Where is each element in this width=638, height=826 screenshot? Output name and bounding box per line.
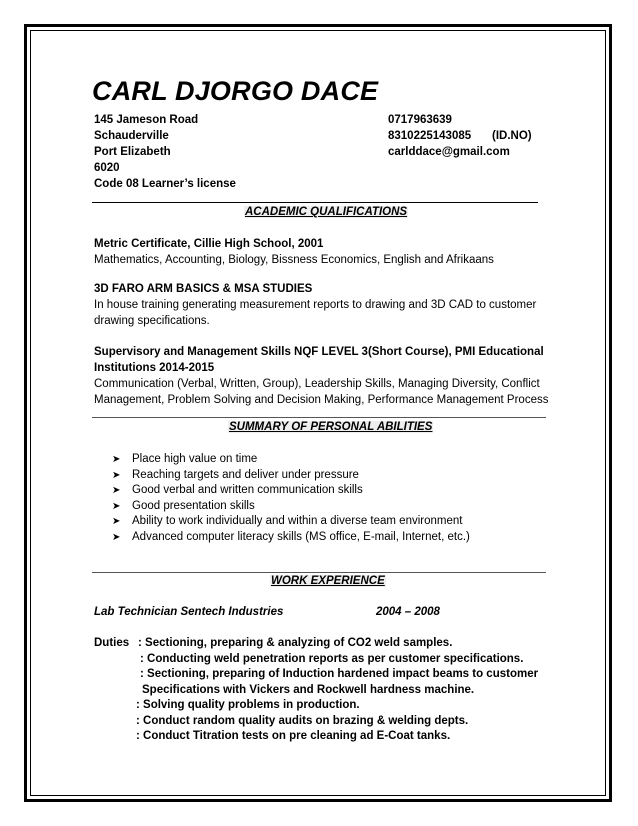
duty-item: : Solving quality problems in production. — [136, 699, 360, 711]
candidate-name: CARL DJORGO DACE — [92, 76, 379, 106]
address-postal-code: 6020 — [94, 162, 120, 174]
list-item: ➤ Place high value on time — [112, 452, 470, 468]
academic-item-title: Institutions 2014-2015 — [94, 362, 215, 374]
list-item: ➤ Ability to work individually and within a diverse team environment — [112, 514, 470, 530]
list-item: ➤ Good presentation skills — [112, 499, 470, 515]
arrow-bullet-icon: ➤ — [112, 485, 121, 496]
phone-number: 0717963639 — [388, 114, 452, 126]
address-city: Port Elizabeth — [94, 146, 171, 158]
academic-item-title: Supervisory and Management Skills NQF LEVEL 3(Short Course), PMI Educational — [94, 346, 544, 358]
list-item: ➤ Advanced computer literacy skills (MS office, E-mail, Internet, etc.) — [112, 530, 470, 546]
address-street: 145 Jameson Road — [94, 114, 199, 126]
academic-item-3 — [94, 344, 548, 408]
arrow-bullet-icon: ➤ — [112, 516, 121, 527]
academic-item-desc: drawing specifications. — [94, 315, 210, 327]
list-item: ➤ Good verbal and written communication skills — [112, 483, 470, 499]
academic-heading: ACADEMIC QUALIFICATIONS — [245, 206, 408, 218]
academic-item-title: 3D FARO ARM BASICS & MSA STUDIES — [94, 283, 313, 295]
contact-block — [388, 112, 532, 160]
duty-item: : Sectioning, preparing & analyzing of CO2 weld samples. — [138, 637, 453, 649]
duty-item: : Conduct random quality audits on brazing & welding depts. — [136, 714, 469, 727]
address-block — [94, 112, 236, 192]
address-suburb: Schauderville — [94, 130, 169, 142]
duty-item: : Conducting weld penetration reports as per customer specifications. — [140, 652, 524, 665]
arrow-bullet-icon: ➤ — [112, 469, 121, 481]
academic-item-1 — [94, 236, 494, 268]
academic-item-desc: In house training generating measurement reports to drawing and 3D CAD to customer — [94, 299, 537, 311]
duties-block — [94, 636, 538, 745]
abilities-heading: SUMMARY OF PERSONAL ABILITIES — [229, 421, 433, 433]
list-item: ➤ Reaching targets and deliver under pressure — [112, 468, 470, 484]
email-address: carlddace@gmail.com — [388, 146, 510, 158]
work-heading: WORK EXPERIENCE — [271, 575, 385, 587]
academic-item-2 — [94, 281, 536, 329]
academic-divider — [92, 417, 546, 418]
abilities-divider — [92, 572, 546, 573]
arrow-bullet-icon: ➤ — [112, 531, 121, 543]
job-title: Lab Technician Sentech Industries — [94, 606, 284, 618]
header-divider — [92, 202, 538, 203]
job-period: 2004 – 2008 — [376, 606, 440, 618]
academic-item-title: Metric Certificate, Cillie High School, 2001 — [94, 238, 324, 250]
id-number: 8310225143085 — [388, 130, 472, 142]
academic-item-desc: Management, Problem Solving and Decision Making, Performance Management Process — [94, 394, 549, 406]
license-info: Code 08 Learner’s license — [94, 178, 236, 190]
academic-item-desc: Mathematics, Accounting, Biology, Bissness Economics, English and Afrikaans — [94, 254, 494, 266]
duty-item: : Conduct Titration tests on pre cleaning ad E-Coat tanks. — [136, 730, 451, 742]
duties-label: Duties — [94, 637, 130, 649]
duty-item: : Sectioning, preparing of Induction hardened impact beams to customer — [140, 668, 539, 680]
duty-item: Specifications with Vickers and Rockwell hardness machine. — [142, 683, 475, 696]
abilities-list — [112, 452, 470, 545]
id-label: (ID.NO) — [492, 130, 532, 142]
arrow-bullet-icon: ➤ — [112, 500, 121, 512]
arrow-bullet-icon: ➤ — [112, 454, 121, 465]
academic-item-desc: Communication (Verbal, Written, Group), Leadership Skills, Managing Diversity, Conflict — [94, 378, 540, 390]
